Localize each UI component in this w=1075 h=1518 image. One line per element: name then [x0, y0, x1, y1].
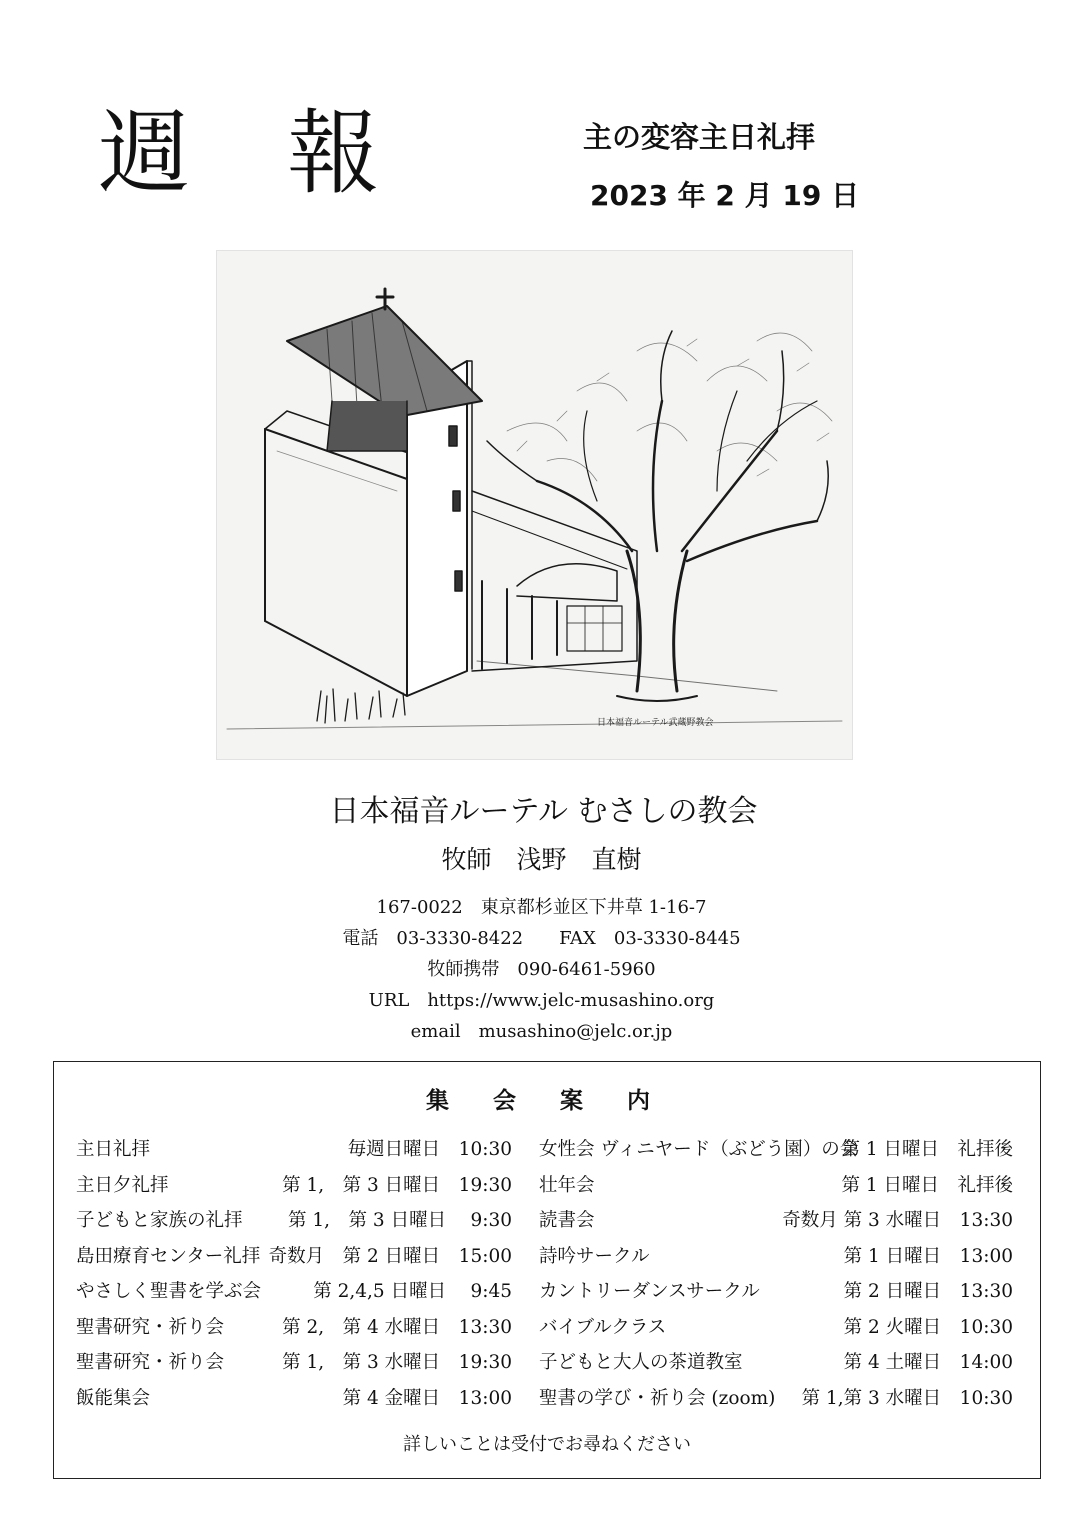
phone-fax: 電話 03-3330-8422 FAX 03-3330-8445: [342, 928, 741, 949]
meeting-name: 読書会: [539, 1210, 595, 1231]
service-name: 主の変容主日礼拝: [583, 120, 816, 154]
meeting-name: やさしく聖書を学ぶ会: [76, 1281, 262, 1302]
meetings-box: [53, 1061, 1041, 1479]
meeting-row: [539, 1203, 1013, 1239]
sketch-caption: 日本福音ルーテル武蔵野教会: [597, 718, 714, 728]
meeting-row: [76, 1239, 512, 1275]
church-sketch-svg: [217, 251, 852, 759]
meeting-name: 聖書研究・祈り会: [76, 1352, 225, 1373]
meeting-row: [539, 1274, 1013, 1310]
meetings-left-column: [76, 1132, 512, 1416]
meeting-row: [76, 1203, 512, 1239]
meeting-row: [76, 1168, 512, 1204]
meeting-row: [76, 1132, 512, 1168]
meeting-row: [76, 1381, 512, 1417]
meeting-schedule: 第 2 日曜日 13:30: [843, 1281, 1013, 1302]
meeting-name: 女性会 ヴィニヤード（ぶどう園）の会: [539, 1139, 859, 1160]
meeting-schedule: 第 1 日曜日 13:00: [843, 1245, 1013, 1267]
meeting-name: 子どもと大人の茶道教室: [539, 1352, 743, 1373]
meeting-name: 主日夕礼拝: [76, 1174, 169, 1196]
meeting-schedule: 第 2,4,5 日曜日 9:45: [313, 1281, 512, 1302]
meeting-name: 詩吟サークル: [539, 1245, 650, 1267]
mobile-phone: 牧師携帯 090-6461-5960: [427, 959, 656, 980]
meeting-name: 飯能集会: [76, 1387, 151, 1409]
meeting-schedule: 第 1 日曜日 礼拝後: [841, 1139, 1013, 1160]
meeting-schedule: 第 4 金曜日 13:00: [342, 1387, 512, 1409]
contact-block: [0, 892, 1075, 1047]
meeting-schedule: 第 4 土曜日 14:00: [843, 1352, 1013, 1373]
meeting-row: [539, 1239, 1013, 1275]
meeting-row: [539, 1381, 1013, 1417]
meeting-schedule: 毎週日曜日 10:30: [347, 1139, 512, 1160]
meeting-schedule: 第 1,第 3 水曜日 10:30: [801, 1387, 1013, 1409]
meeting-schedule: 第 2 火曜日 10:30: [843, 1316, 1013, 1338]
meeting-name: 聖書の学び・祈り会 (zoom): [539, 1387, 776, 1409]
meeting-row: [76, 1345, 512, 1381]
meeting-schedule: 第 2, 第 4 水曜日 13:30: [282, 1316, 512, 1338]
church-sketch-illustration: [216, 250, 853, 760]
meeting-name: 子どもと家族の礼拝: [76, 1210, 243, 1231]
meeting-row: [539, 1310, 1013, 1346]
church-name: 日本福音ルーテル むさしの教会: [329, 794, 758, 829]
meetings-footer-note: 詳しいことは受付でお尋ねください: [403, 1434, 691, 1455]
meeting-schedule: 第 1, 第 3 水曜日 19:30: [282, 1352, 512, 1373]
meeting-schedule: 第 1, 第 3 日曜日 19:30: [282, 1174, 512, 1196]
meeting-name: 壮年会: [539, 1174, 595, 1196]
meeting-schedule: 奇数月 第 2 日曜日 15:00: [268, 1245, 512, 1267]
meetings-title: 集 会 案 内: [425, 1088, 669, 1114]
website-url[interactable]: URL https://www.jelc-musashino.org: [368, 990, 715, 1011]
meeting-schedule: 奇数月 第 3 水曜日 13:30: [782, 1210, 1013, 1231]
pastor-name: 牧師 浅野 直樹: [441, 845, 642, 874]
address: 167-0022 東京都杉並区下井草 1-16-7: [376, 897, 707, 918]
meeting-row: [539, 1132, 1013, 1168]
meeting-name: カントリーダンスサークル: [539, 1281, 760, 1302]
meeting-name: 島田療育センター礼拝: [76, 1245, 261, 1267]
meeting-schedule: 第 1, 第 3 日曜日 9:30: [288, 1210, 512, 1231]
page-title: 週 報: [98, 100, 414, 207]
meeting-row: [76, 1310, 512, 1346]
meeting-row: [539, 1168, 1013, 1204]
meeting-schedule: 第 1 日曜日 礼拝後: [841, 1174, 1013, 1196]
email-address[interactable]: email musashino@jelc.or.jp: [410, 1021, 673, 1042]
meeting-name: バイブルクラス: [539, 1316, 667, 1338]
service-date: 2023 年 2 月 19 日: [590, 179, 860, 212]
meeting-name: 聖書研究・祈り会: [76, 1316, 225, 1338]
meetings-right-column: [539, 1132, 1013, 1416]
meeting-row: [76, 1274, 512, 1310]
meeting-name: 主日礼拝: [76, 1139, 151, 1160]
meeting-row: [539, 1345, 1013, 1381]
